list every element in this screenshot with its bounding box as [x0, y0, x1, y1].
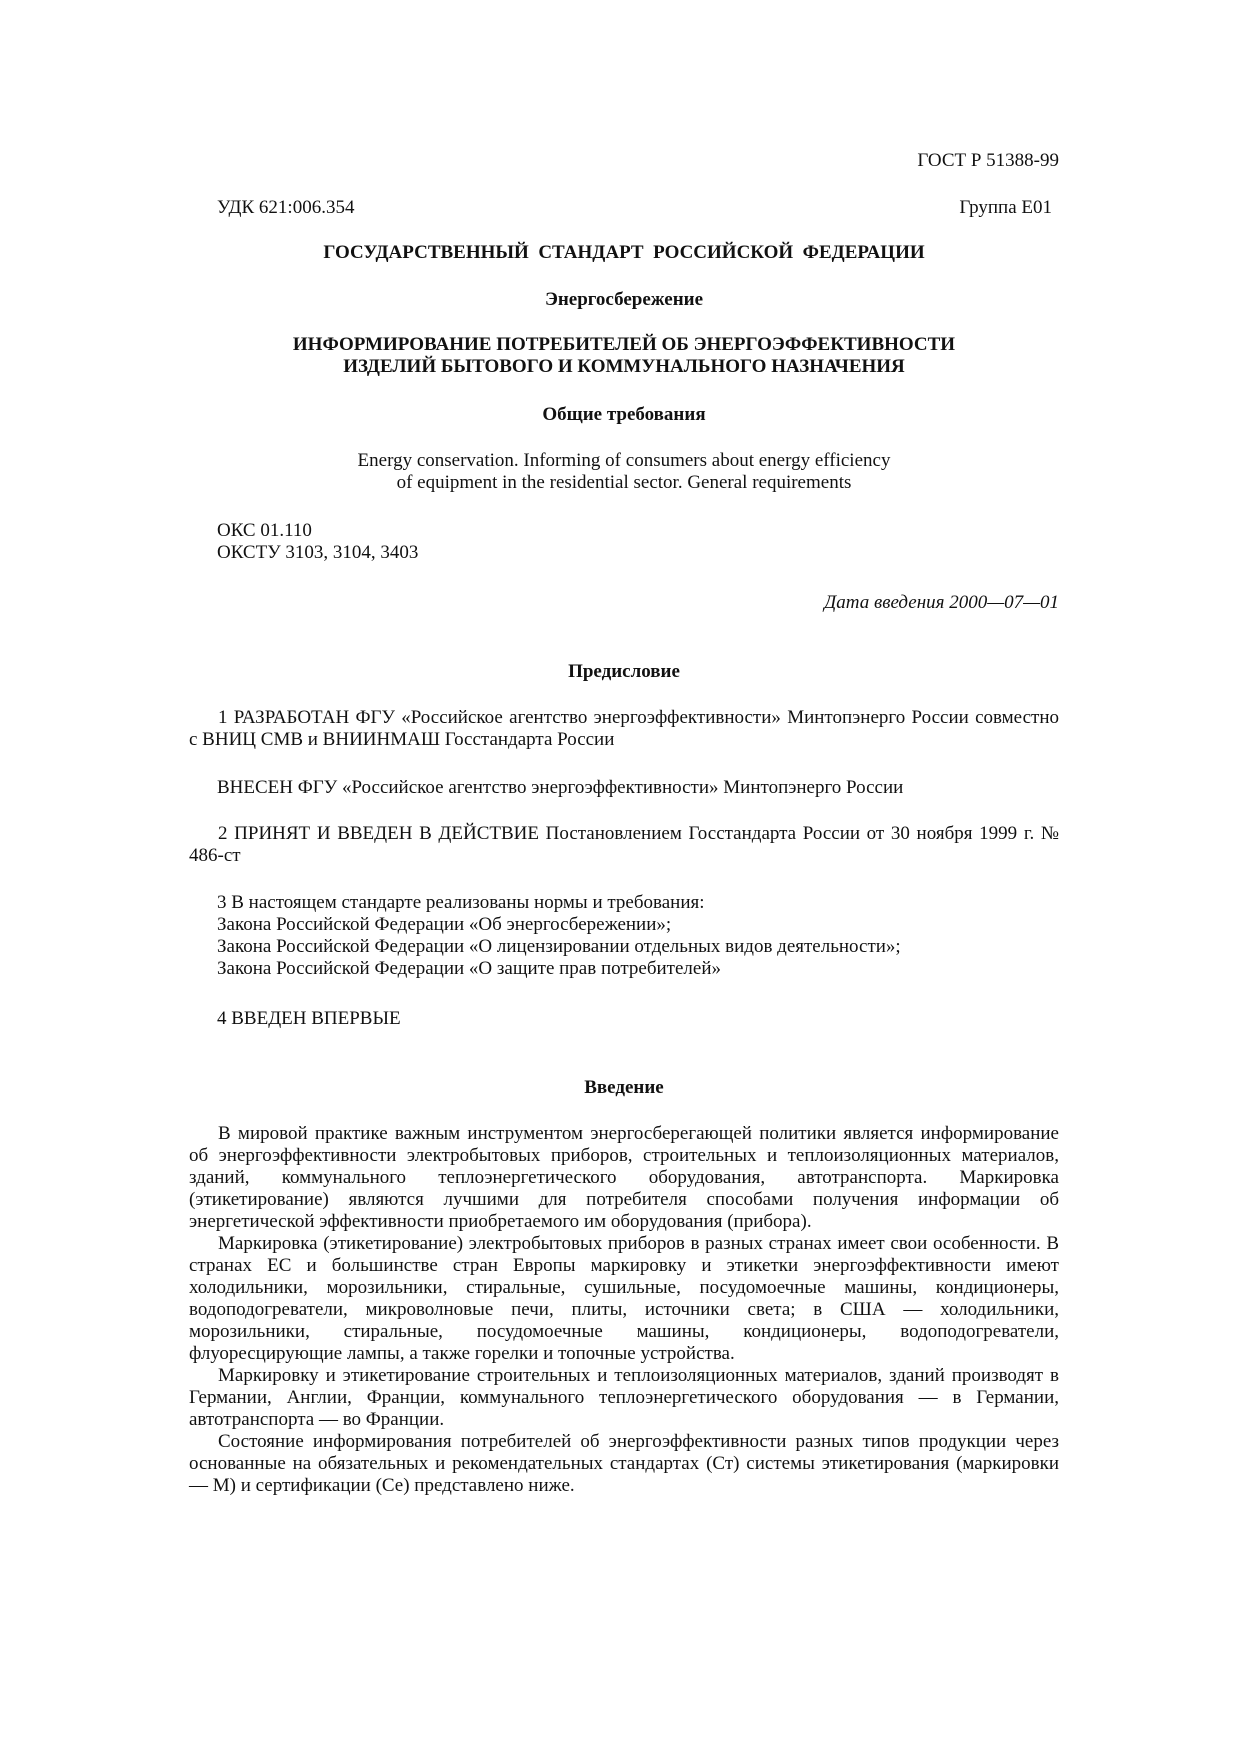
foreword-item-1-text: 1 РАЗРАБОТАН ФГУ «Российское агентство энергоэффективности» Минтопэнерго России совместно с ВНИЦ СМВ и ВНИИНМАШ Госстандарта России [189, 707, 1059, 750]
group-code: Группа Е01 [959, 197, 1052, 218]
oks-code: ОКС 01.110 [217, 520, 312, 541]
item-3-intro: 3 В настоящем стандарте реализованы нормы и требования: [217, 892, 705, 913]
udk-code: УДК 621:006.354 [217, 197, 355, 218]
english-title-line-2: of equipment in the residential sector. General requirements [396, 472, 852, 493]
foreword-introduced-by [217, 777, 1059, 799]
document-title [189, 334, 1059, 378]
law-item: Закона Российской Федерации «О защите прав потребителей» [217, 958, 721, 979]
introduced-by-text: ВНЕСЕН ФГУ «Российское агентство энергоэффективности» Минтопэнерго России [217, 777, 904, 798]
standard-name: ГОСУДАРСТВЕННЫЙ СТАНДАРТ РОССИЙСКОЙ ФЕДЕРАЦИИ [323, 242, 925, 263]
intro-paragraph-1: В мировой практике важным инструментом энергосберегающей политики является информирование об энергоэффективности электробытовых приборов, строительных и теплоизоляционных материалов, зданий, коммунального теплоэнергетического оборудования, автотранспорта. Маркировка (этикетирование) являются лучшими для потребителя способами получения информации об энергетической эффективности приобретаемого им оборудования (прибора). [189, 1123, 1059, 1232]
foreword-item-1 [189, 707, 1059, 751]
law-item: Закона Российской Федерации «Об энергосбережении»; [217, 914, 672, 935]
english-title-line-1: Energy conservation. Informing of consumers about energy efficiency [357, 450, 891, 471]
foreword-heading: Предисловие [568, 661, 680, 682]
english-title [189, 450, 1059, 494]
intro-paragraph-2: Маркировка (этикетирование) электробытовых приборов в разных странах имеет свои особенности. В странах ЕС и большинстве стран Европы маркировку и этикетки энергоэффективности имеют холодильники, морозильники, стиральные, сушильные, посудомоечные машины, кондиционеры, водоподогреватели, микроволновые печи, плиты, источники света; в США — холодильники, морозильники, стиральные, посудомоечные машины, кондиционеры, водоподогреватели, флуоресцирующие лампы, а также горелки и топочные устройства. [189, 1233, 1059, 1364]
foreword-item-3 [217, 892, 1059, 980]
effective-date: Дата введения 2000—07—01 [824, 592, 1059, 613]
intro-paragraph-4: Состояние информирования потребителей об энергоэффективности разных типов продукции через основанные на обязательных и рекомендательных стандартах (Ст) системы этикетирования (маркировки — М) и сертификации (Се) представлено ниже. [189, 1431, 1059, 1496]
okstu-code: ОКСТУ 3103, 3104, 3403 [217, 542, 419, 563]
foreword-item-4: 4 ВВЕДЕН ВПЕРВЫЕ [217, 1008, 401, 1029]
introduction-body [189, 1123, 1059, 1497]
foreword-item-2-text: 2 ПРИНЯТ И ВВЕДЕН В ДЕЙСТВИЕ Постановлением Госстандарта России от 30 ноября 1999 г. № 486-ст [189, 823, 1059, 866]
title-line-2: ИЗДЕЛИЙ БЫТОВОГО И КОММУНАЛЬНОГО НАЗНАЧЕНИЯ [343, 356, 905, 377]
law-item: Закона Российской Федерации «О лицензировании отдельных видов деятельности»; [217, 936, 901, 957]
document-topic: Энергосбережение [544, 289, 704, 310]
foreword-item-2 [189, 823, 1059, 867]
classification-codes [217, 520, 717, 564]
title-line-1: ИНФОРМИРОВАНИЕ ПОТРЕБИТЕЛЕЙ ОБ ЭНЕРГОЭФФЕКТИВНОСТИ [292, 334, 956, 355]
gost-number: ГОСТ Р 51388-99 [917, 150, 1059, 171]
document-subtitle: Общие требования [542, 404, 706, 425]
introduction-heading: Введение [584, 1077, 664, 1098]
intro-paragraph-3: Маркировку и этикетирование строительных и теплоизоляционных материалов, зданий производят в Германии, Англии, Франции, коммунального теплоэнергетического оборудования — в Германии, автотранспорта — во Франции. [189, 1365, 1059, 1430]
